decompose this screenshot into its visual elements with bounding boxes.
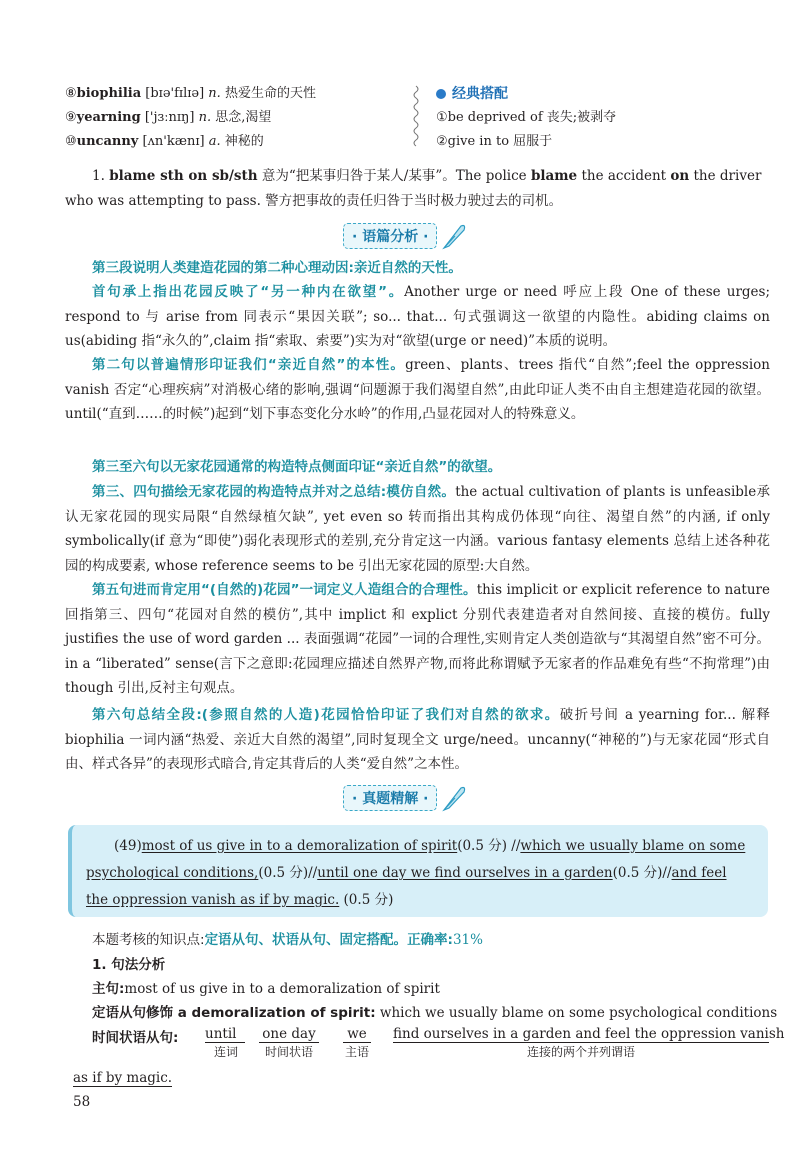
vocab-item: ⑧biophilia [bɪə'fɪlɪə] n. 热爱生命的天性 <box>65 86 316 101</box>
word-we: we 主语 <box>344 1026 369 1059</box>
vocab-item: ⑨yearning ['jɜːnɪŋ] n. 思念,渴望 <box>65 110 272 125</box>
attributive-clause: 定语从句修饰 a demoralization of spirit: which we usually blame on some psychological conditions <box>92 1005 778 1021</box>
analysis-p7: 第六句总结全段:(参照自然的人造)花园恰恰印证了我们对自然的欲求。破折号间 a yearning for... 解释 biophilia 一词内涵“热爱、亲近大自然的渴望”,同时复现全文 urge/need。uncanny(“神秘的”)与无家花园“形式自由、样式各异”的表现形式暗合,肯定其背后的人类“爱自然”之本性。 <box>65 707 770 772</box>
analysis-p1: 第三段说明人类建造花园的第二种心理动因:亲近自然的天性。 <box>92 260 462 276</box>
note-blame: 1. blame sth on sb/sth 意为“把某事归咎于某人/某事”。The police blame the accident on the driver <box>92 168 762 184</box>
analysis-p3: 第二句以普遍情形印证我们“亲近自然”的本性。green、plants、trees 指代“自然”;feel the oppression vanish 否定“心理疾病”对消极心绪的影响,强调“问题源于我们渴望自然”,由此印证人类不由自主想建造花园的欲望。until(“直到……的时候”)起到“划下事态变化分水岭”的作用,凸显花园对人的特殊意义。 <box>65 357 770 422</box>
note-blame-line2: who was attempting to pass. 警方把事故的责任归咎于当时极力驶过去的司机。 <box>65 193 563 209</box>
knowledge-points: 本题考核的知识点:定语从句、状语从句、固定搭配。正确率:31% <box>92 932 483 948</box>
feather-pen-icon <box>441 784 467 812</box>
time-clause-tail: as if by magic. <box>73 1070 173 1086</box>
analysis-p6: 第五句进而肯定用“(自然的)花园”一词定义人造组合的合理性。this implicit or explicit reference to nature 回指第三、四句“花园对自然的模仿”,其中 implict 和 explict 分别代表建造者对自然间接、直接的模仿。fully justifies the use of word garden ... 表面强调“花园”一词的合理性,实则肯定人类创造欲与“其渴望自然”密不可分。in a “liberated” sense(言下之意即:花园理应描述自然界产物,而将此称谓赋予无家者的作品难免有些“不拘常理”)由 though 引出,反衬主句观点。 <box>65 582 770 696</box>
word-until: until 连词 <box>205 1026 247 1060</box>
word-one-day: one day 时间状语 <box>259 1026 323 1060</box>
section-badge-analysis: · 语篇分析 · <box>343 222 467 250</box>
section-badge-solution: · 真题精解 · <box>343 784 467 812</box>
collocation-item: ②give in to 屈服于 <box>436 134 553 149</box>
analysis-p2: 首句承上指出花园反映了“另一种内在欲望”。Another urge or need 呼应上段 One of these urges; respond to 与 arise from 同表示“果因关联”; so... that... 句式强调这一欲望的内隐性。abiding claims on us(abiding 指“永久的”,claim 指“索取、索要”)实为对“欲望(urge or need)”本质的说明。 <box>65 284 771 349</box>
collocation-box <box>436 82 766 154</box>
analysis-p5: 第三、四句描绘无家花园的构造特点并对之总结:模仿自然。the actual cultivation of plants is unfeasible承认无家花园的现实局限“自然绿植欠缺”, yet even so 转而指出其构成仍体现“向往、渴望自然”的内涵, if only symbolically(if 意为“即使”)弱化表现形式的差别,充分肯定这一内涵。various fantasy elements 总结上述各种花园的构成要素, whose reference seems to be 引出无家花园的原型:大自然。 <box>65 484 770 574</box>
time-clause-label: 时间状语从句: <box>92 1030 179 1046</box>
bullet-dot-icon <box>436 89 446 99</box>
analysis-p4: 第三至六句以无家花园通常的构造特点侧面印证“亲近自然”的欲望。 <box>92 459 502 475</box>
syntax-heading: 1. 句法分析 <box>92 957 166 973</box>
main-clause: 主句:most of us give in to a demoralization of spirit <box>92 981 440 997</box>
vocab-item: ⑩uncanny [ʌn'kænɪ] a. 神秘的 <box>65 134 264 149</box>
feather-pen-icon <box>441 222 467 250</box>
page-number: 58 <box>73 1094 91 1110</box>
word-predicates: find ourselves in a garden and feel the oppression vanish 连接的两个并列谓语 <box>393 1026 785 1059</box>
answer-box: (49)most of us give in to a demoralization of spirit(0.5 分) //which we usually blame on some psychological conditions,(0.5 分)//until one day we find ourselves in a garden(0.5 分)//and feel the oppression vanish as if by magic. (0.5 分) <box>68 825 768 917</box>
column-divider <box>409 84 423 148</box>
collocation-heading: 经典搭配 <box>436 82 766 106</box>
vocab-list <box>65 82 405 154</box>
collocation-item: ①be deprived of 丧失;被剥夺 <box>436 110 617 125</box>
